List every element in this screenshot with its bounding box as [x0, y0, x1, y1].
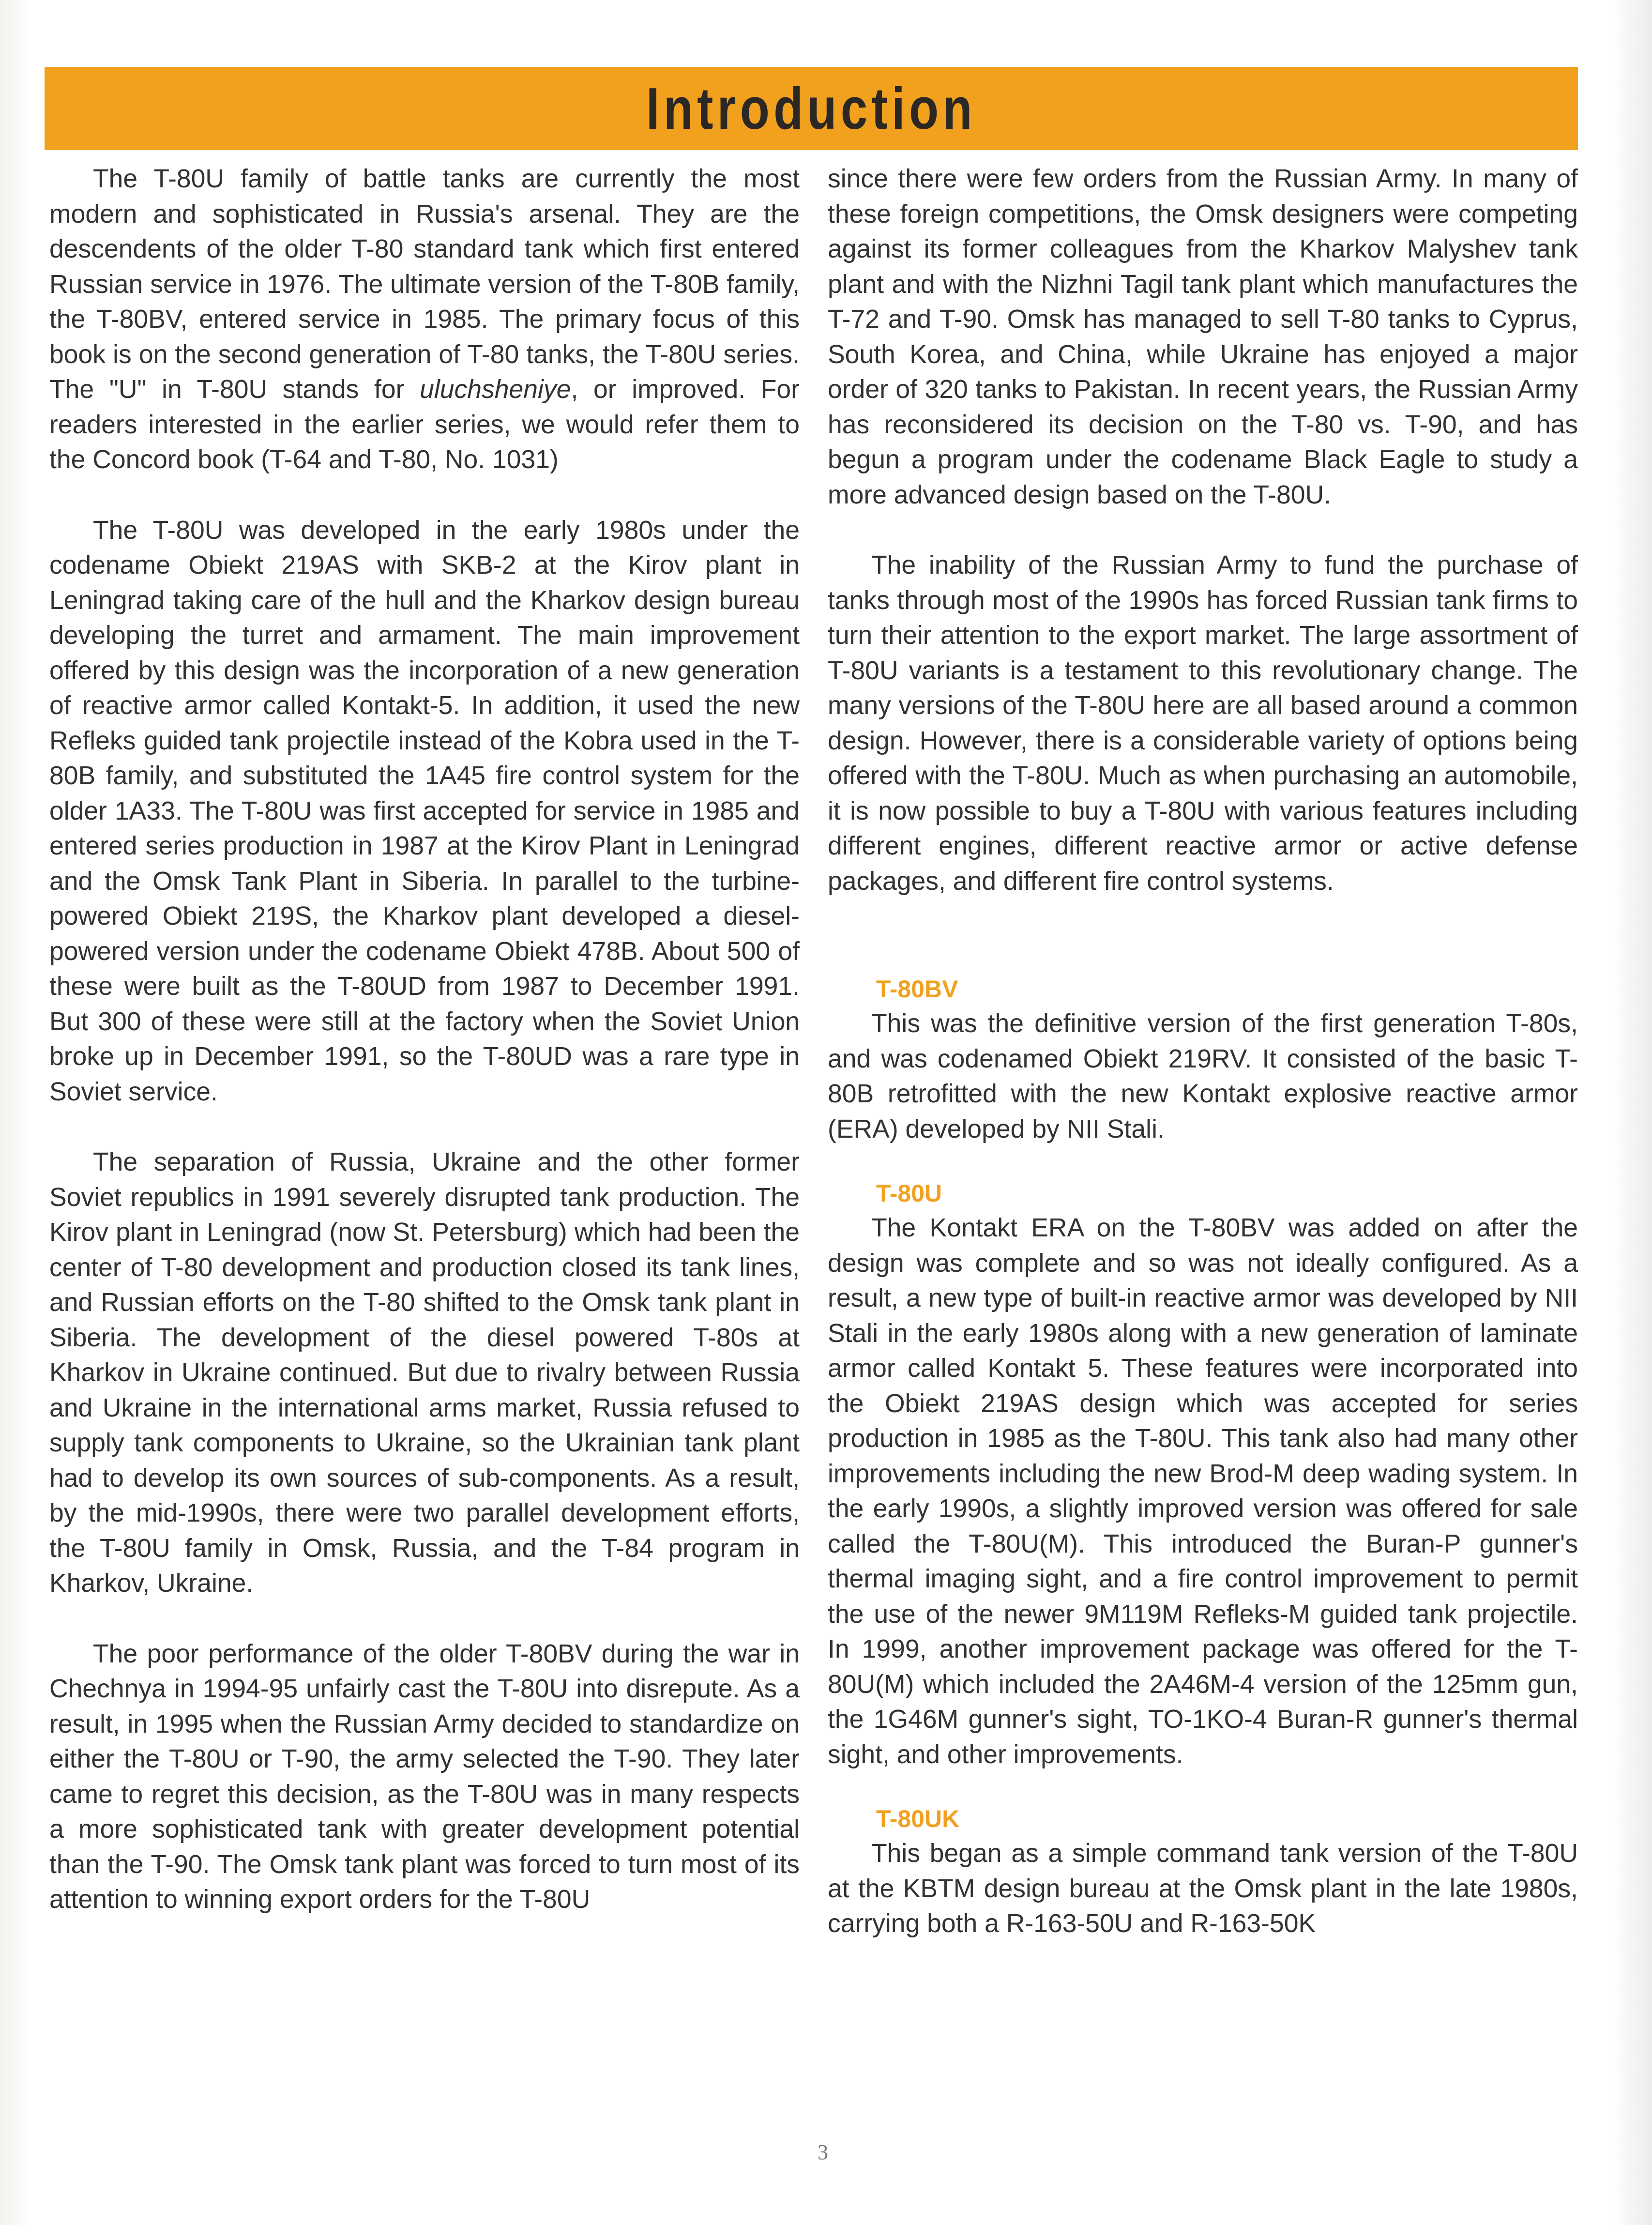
page-title: Introduction	[646, 76, 976, 141]
page-number: 3	[818, 2140, 828, 2164]
paragraph-text: The T-80U family of battle tanks are currently the most modern and sophisticated in Russia's arsenal. They are the descendents of the older T-80 standard tank which first entered Russian service in 1976. The ultimate version of the T-80B family, the T-80BV, entered service in 1985. The primary focus of this book is on the second generation of T-80 tanks, the T-80U series. The "U" in T-80U stands for	[49, 165, 800, 404]
section-heading: T-80BV	[876, 975, 958, 1003]
section-heading: T-80U	[876, 1180, 942, 1207]
section-text: This was the definitive version of the first generation T-80s, and was codenamed Obiekt 219RV. It consisted of the basic T-80B retrofitted with the new Kontakt explosive reactive armor (ERA) developed by NII Stali.	[828, 1009, 1578, 1143]
paragraph: The T-80U was developed in the early 1980s under the codename Obiekt 219AS with SKB-2 at the Kirov plant in Leningrad taking care of the hull and the Kharkov design bureau developing the turret and armament. The main improvement offered by this design was the incorporation of a new generation of reactive armor called Kontakt-5. In addition, it used the new Refleks guided tank projectile instead of the Kobra used in the T-80B family, and substituted the 1A45 fire control system for the older 1A33. The T-80U was first accepted for service in 1985 and entered series production in 1987 at the Kirov Plant in Leningrad and the Omsk Tank Plant in Siberia. In parallel to the turbine-powered Obiekt 219S, the Kharkov plant developed a diesel-powered version under the codename Obiekt 478B. About 500 of these were built as the T-80UD from 1987 to December 1991. But 300 of these were still at the factory when the Soviet Union broke up in December 1991, so the T-80UD was a rare type in Soviet service.	[49, 516, 800, 1106]
paragraph: since there were few orders from the Russian Army. In many of these foreign competitions, the Omsk designers were competing against its former colleagues from the Kharkov Malyshev tank plant and with the Nizhni Tagil tank plant which manufactures the T-72 and T-90. Omsk has managed to sell T-80 tanks to Cyprus, South Korea, and China, while Ukraine has enjoyed a major order of 320 tanks to Pakistan. In recent years, the Russian Army has reconsidered its decision on the T-80 vs. T-90, and has begun a program under the codename Black Eagle to study a more advanced design based on the T-80U.	[828, 165, 1578, 509]
title-banner	[45, 67, 1578, 150]
right-column	[828, 162, 1578, 1942]
section-text: The Kontakt ERA on the T-80BV was added on after the design was complete and so was not ideally configured. As a result, a new type of built-in reactive armor was developed by NII Stali in the early 1980s along with a new generation of laminate armor called Kontakt 5. These features were incorporated into the Obiekt 219AS design which was accepted for series production in 1985 as the T-80U. This tank also had many other improvements including the new Brod-M deep wading system. In the early 1990s, a slightly improved version was offered for sale called the T-80U(M). This introduced the Buran-P gunner's thermal imaging sight, and a fire control improvement to permit the use of the newer 9M119M Refleks-M guided tank projectile. In 1999, another improvement package was offered for the T-80U(M) which included the 2A46M-4 version of the 125mm gun, the 1G46M gunner's sight, TO-1KO-4 Buran-R gunner's thermal sight, and other improvements.	[828, 1214, 1578, 1769]
italic-term: uluchsheniye	[420, 375, 571, 404]
paragraph: The inability of the Russian Army to fund the purchase of tanks through most of the 1990s has forced Russian tank firms to turn their attention to the export market. The large assortment of T-80U variants is a testament to this revolutionary change. The many versions of the T-80U here are all based around a common design. However, there is a considerable variety of options being offered with the T-80U. Much as when purchasing an automobile, it is now possible to buy a T-80U with various features including different engines, different reactive armor or active defense packages, and different fire control systems.	[828, 551, 1578, 896]
paragraph	[49, 162, 800, 478]
paragraph: The separation of Russia, Ukraine and the other former Soviet republics in 1991 severely disrupted tank production. The Kirov plant in Leningrad (now St. Petersburg) which had been the center of T-80 development and production closed its tank lines, and Russian efforts on the T-80 shifted to the Omsk tank plant in Siberia. The development of the diesel powered T-80s at Kharkov in Ukraine continued. But due to rivalry between Russia and Ukraine in the international arms market, Russia refused to supply tank components to Ukraine, so the Ukrainian tank plant had to develop its own sources of sub-components. As a result, by the mid-1990s, there were two parallel development efforts, the T-80U family in Omsk, Russia, and the T-84 program in Kharkov, Ukraine.	[49, 1148, 800, 1598]
paragraph: The poor performance of the older T-80BV during the war in Chechnya in 1994-95 unfairly cast the T-80U into disrepute. As a result, in 1995 when the Russian Army decided to standardize on either the T-80U or T-90, the army selected the T-90. They later came to regret this decision, as the T-80U was in many respects a more sophisticated tank with greater development potential than the T-90. The Omsk tank plant was forced to turn most of its attention to winning export orders for the T-80U	[49, 1639, 800, 1914]
section-text: This began as a simple command tank version of the T-80U at the KBTM design bureau at the Omsk plant in the late 1980s, carrying both a R-163-50U and R-163-50K	[828, 1839, 1578, 1938]
section-heading: T-80UK	[876, 1805, 960, 1832]
left-column	[49, 162, 800, 1918]
paragraph-text: , or improved. For readers interested in the earlier series, we would refer them to the Concord book (T-64 and T-80, No. 1031)	[49, 375, 800, 474]
